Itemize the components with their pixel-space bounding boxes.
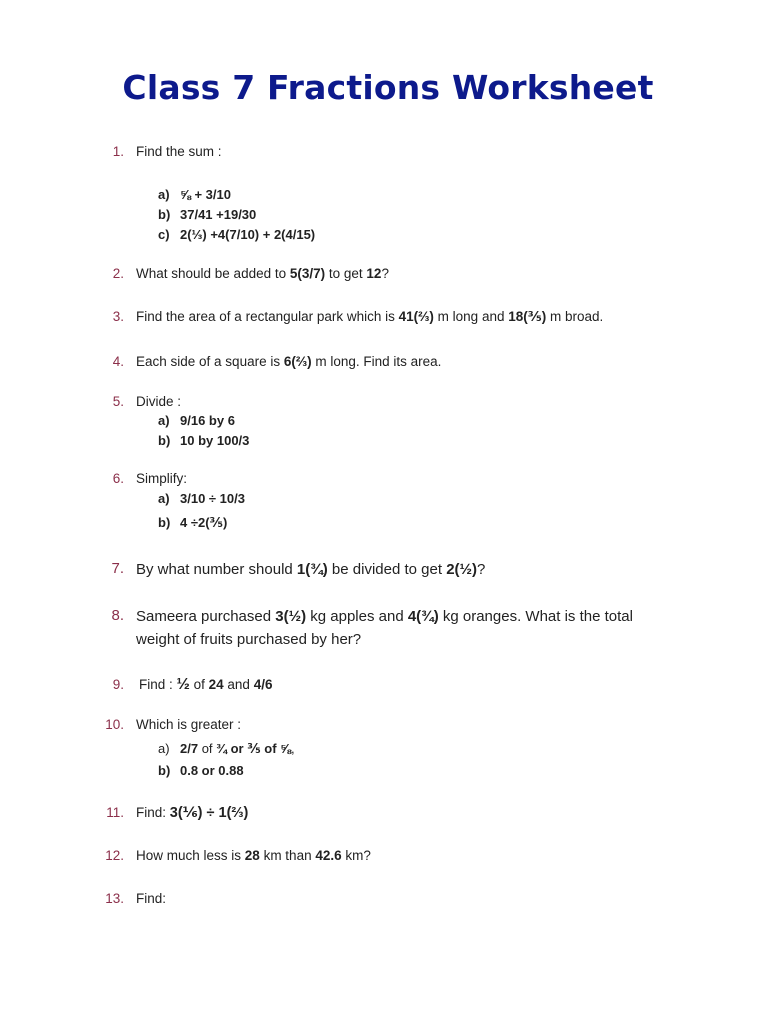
part-label: b) (158, 207, 171, 222)
question-text: Find : ½ of 24 and 4/6 (139, 676, 273, 693)
value: 6(⅔) (283, 354, 312, 369)
value: 3(⅙) ÷ 1(⅔) (169, 805, 249, 821)
part-label: a) (158, 187, 170, 202)
question-text: Which is greater : (136, 717, 242, 732)
question-text: What should be added to 5(3/7) to get 12? (136, 266, 389, 281)
part-label: b) (158, 763, 171, 778)
question-number: 2. (112, 266, 124, 281)
value: 4/6 (253, 677, 273, 692)
q1-part-b (158, 205, 558, 225)
q10-part-b (158, 761, 558, 781)
part-text: 37/41 +19/30 (180, 207, 257, 222)
value: 42.6 (315, 848, 342, 863)
question-text: Divide : (136, 394, 182, 409)
part-text: 0.8 or 0.88 (180, 763, 244, 778)
part-text: 3/10 ÷ 10/3 (180, 491, 245, 506)
part-text: 9/16 by 6 (180, 413, 235, 428)
value: 18(⅗) (508, 309, 547, 324)
part-label: a) (158, 413, 170, 428)
question-number: 10. (105, 717, 124, 732)
q5-part-a (158, 411, 558, 431)
question-number: 1. (112, 144, 124, 159)
question-text: By what number should 1(¾) be divided to get 2(½)? (136, 561, 486, 578)
question-text: Sameera purchased 3(½) kg apples and 4(¾) kg oranges. What is the total weight of fruits purchased by her? (136, 608, 633, 648)
question-text: Find the area of a rectangular park which is 41(⅔) m long and 18(⅗) m broad. (136, 309, 604, 324)
part-text: 2/7 (180, 741, 199, 756)
value: 28 (244, 848, 260, 863)
part-label: c) (158, 227, 170, 242)
question-number: 11. (106, 805, 124, 820)
part-text: 4 ÷2(⅗) (180, 515, 228, 530)
question-number: 9. (112, 677, 124, 692)
q1-part-c (158, 225, 558, 245)
question-number: 13. (105, 891, 124, 906)
part-text: 2(⅓) +4(7/10) + 2(4/15) (180, 227, 316, 242)
question-text: Find the sum : (136, 144, 222, 159)
part-text: ⅝ + 3/10 (180, 187, 231, 202)
question-number: 12. (105, 848, 124, 863)
value: 41(⅔) (398, 309, 434, 324)
question-text: Each side of a square is 6(⅔) m long. Find its area. (136, 354, 442, 369)
question-text: Find: (136, 891, 167, 906)
part-label: a) (158, 741, 170, 756)
value: 24 (208, 677, 224, 692)
question-text: How much less is 28 km than 42.6 km? (136, 848, 371, 863)
question-number: 5. (112, 394, 124, 409)
value: 1(¾) (296, 561, 328, 578)
q1-part-a (158, 185, 558, 205)
q6-part-b (158, 513, 558, 533)
question-number: 6. (112, 471, 124, 486)
part-text: 10 by 100/3 (180, 433, 250, 448)
question-text: Find: 3(⅙) ÷ 1(⅔) (136, 805, 249, 821)
question-number: 7. (111, 560, 124, 577)
question-text: Simplify: (136, 471, 188, 486)
value: 3(½) (275, 608, 307, 625)
q5-part-b (158, 431, 558, 451)
value: 2(½) (446, 561, 478, 578)
value: ½ (176, 676, 190, 693)
value: 5(3/7) (289, 266, 326, 281)
part-text: ¾ or ⅗ of ⅝ (216, 741, 292, 756)
question-number: 8. (111, 607, 124, 624)
part-label: b) (158, 515, 171, 530)
value: 4(¾) (407, 608, 439, 625)
page-title: Class 7 Fractions Worksheet (122, 68, 654, 107)
question-number: 4. (112, 354, 124, 369)
q6-part-a (158, 489, 558, 509)
q10-part-a: a) 2/7 of ¾ or ⅗ of ⅝, (158, 739, 558, 759)
part-label: b) (158, 433, 171, 448)
value: 12 (366, 266, 382, 281)
question-number: 3. (112, 309, 124, 324)
part-label: a) (158, 491, 170, 506)
